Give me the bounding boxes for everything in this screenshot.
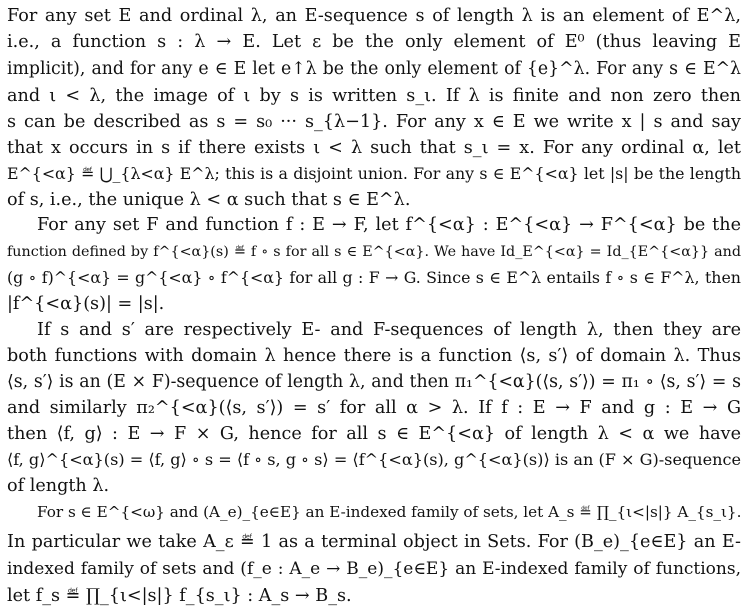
- text-line-6: that x occurs in s if there exists ι < λ such that s_ι = x. For any ordinal α, let: [7, 138, 741, 158]
- text-line-10: function defined by f^{<α}(s) ≝ f ∘ s for all s ∈ E^{<α}. We have Id_E^{<α} = Id_{E^{<α}} and: [7, 244, 741, 260]
- text-line-15: ⟨s, s′⟩ is an (E × F)-sequence of length λ, and then π₁^{<α}(⟨s, s′⟩) = π₁ ∘ ⟨s, s′⟩ = s: [7, 372, 741, 392]
- text-line-4: and ι < λ, the image of ι by s is written s_ι. If λ is finite and non zero then: [7, 86, 741, 106]
- text-line-1: For any set E and ordinal λ, an E-sequence s of length λ is an element of E^λ,: [7, 6, 741, 26]
- text-line-16: and similarly π₂^{<α}(⟨s, s′⟩) = s′ for all α > λ. If f : E → F and g : E → G: [7, 398, 741, 418]
- text-line-19: of length λ.: [7, 476, 110, 496]
- text-line-14: both functions with domain λ hence there is a function ⟨s, s′⟩ of domain λ. Thus: [7, 346, 741, 366]
- text-line-23: let f_s ≝ ∏_{ι<|s|} f_{s_ι} : A_s → B_s.: [7, 586, 352, 606]
- text-line-17: then ⟨f, g⟩ : E → F × G, hence for all s ∈ E^{<α} of length λ < α we have: [7, 424, 741, 444]
- text-line-3: implicit), and for any e ∈ E let e↑λ be the only element of {e}^λ. For any s ∈ E^λ: [7, 59, 741, 79]
- text-line-5: s can be described as s = s₀ ··· s_{λ−1}. For any x ∈ E we write x | s and say: [7, 112, 741, 132]
- text-line-18: ⟨f, g⟩^{<α}(s) = ⟨f, g⟩ ∘ s = ⟨f ∘ s, g ∘ s⟩ = ⟨f^{<α}(s), g^{<α}(s)⟩ is an (F × G)-sequence: [7, 450, 742, 469]
- text-line-11: (g ∘ f)^{<α} = g^{<α} ∘ f^{<α} for all g : F → G. Since s ∈ E^λ entails f ∘ s ∈ F^λ, then: [7, 268, 741, 287]
- text-line-12: |f^{<α}(s)| = |s|.: [7, 294, 165, 314]
- text-line-21: In particular we take A_ε ≝ 1 as a terminal object in Sets. For (B_e)_{e∈E} an E-: [7, 532, 741, 552]
- text-line-8: of s, i.e., the unique λ < α such that s ∈ E^λ.: [7, 190, 411, 210]
- text-line-7: E^{<α} ≝ ⋃_{λ<α} E^λ; this is a disjoint union. For any s ∈ E^{<α} let |s| be the length: [7, 164, 741, 183]
- text-line-9: For any set F and function f : E → F, let f^{<α} : E^{<α} → F^{<α} be the: [37, 215, 741, 235]
- text-line-2: i.e., a function s : λ → E. Let ε be the only element of E⁰ (thus leaving E: [7, 32, 741, 52]
- text-line-22: indexed family of sets and (f_e : A_e → B_e)_{e∈E} an E-indexed family of functions,: [7, 559, 741, 579]
- text-line-13: If s and s′ are respectively E- and F-sequences of length λ, then they are: [37, 320, 741, 340]
- text-line-20: For s ∈ E^{<ω} and (A_e)_{e∈E} an E-indexed family of sets, let A_s ≝ ∏_{ι<|s|} A_{s_ι}.: [37, 503, 742, 521]
